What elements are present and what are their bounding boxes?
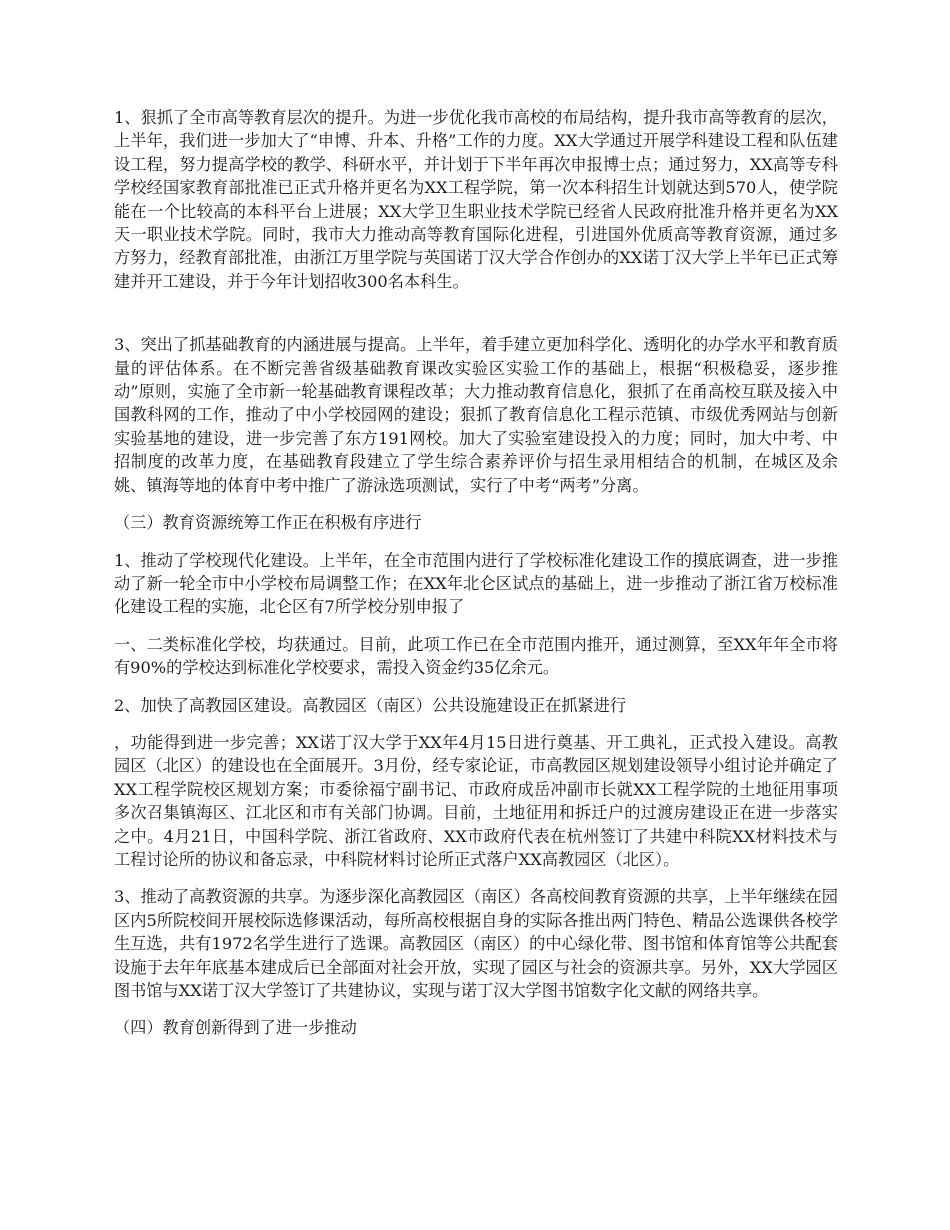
paragraph-campus-construction-intro: 2、加快了高教园区建设。高教园区（南区）公共设施建设正在抓紧进行 xyxy=(114,695,627,715)
paragraph-higher-education-level: 1、狠抓了全市高等教育层次的提升。为进一步优化我市高校的布局结构，提升我市高等教育的层次，上半年，我们进一步加大了“申博、升本、升格”工作的力度。XX大学通过开展学科建设工程和队伍建设工程，努力提高学校的教学、科研水平，并计划于下半年再次申报博士点；通过努力，XX高等专科学校经国家教育部批准已正式升格并更名为XX工程学院，第一次本科招生计划就达到570人，使学院能在一个比较高的本科平台上进展；XX大学卫生职业技术学院已经省人民政府批准升格并更名为XX天一职业技术学院。同时，我市大力推动高等教育国际化进程，引进国外优质高等教育资源，通过多方努力，经教育部批准，由浙江万里学院与英国诺丁汉大学合作创办的XX诺丁汉大学上半年已正式筹建并开工建设，并于今年计划招收300名本科生。 xyxy=(114,108,838,291)
paragraph-basic-education: 3、突出了抓基础教育的内涵进展与提高。上半年，着手建立更加科学化、透明化的办学水平和教育质量的评估体系。在不断完善省级基础教育课改实验区实验工作的基础上，根据“积极稳妥，逐步推动”原则，实施了全市新一轮基础教育课程改革；大力推动教育信息化，狠抓了在甬高校互联及接入中国教科网的工作，推动了中小学校园网的建设；狠抓了教育信息化工程示范镇、市级优秀网站与创新实验基地的建设，进一步完善了东方191网校。加大了实验室建设投入的力度；同时，加大中考、中招制度的改革力度，在基础教育段建立了学生综合素养评价与招生录用相结合的机制，在城区及余姚、镇海等地的体育中考中推广了游泳选项测试，实行了中考“两考”分离。 xyxy=(114,335,838,495)
section-heading-education-innovation: （四）教育创新得到了进一步推动 xyxy=(114,1018,357,1038)
document-body xyxy=(114,106,838,1054)
paragraph-standardized-schools: 一、二类标准化学校，均获通过。目前，此项工作已在全市范围内推开，通过测算，至XX年年全市将有90%的学校达到标准化学校要求，需投入资金约35亿余元。 xyxy=(114,634,838,678)
paragraph-campus-construction: ，功能得到进一步完善；XX诺丁汉大学于XX年4月15日进行奠基、开工典礼，正式投入建设。高教园区（北区）的建设也在全面展开。3月份，经专家论证，市高教园区规划建设领导小组讨论并确定了XX工程学院校区规划方案；市委徐福宁副书记、市政府成岳冲副市长就XX工程学院的土地征用事项多次召集镇海区、江北区和市有关部门协调。目前，土地征用和拆迁户的过渡房建设正在进一步落实之中。4月21日，中国科学院、浙江省政府、XX市政府代表在杭州签订了共建中科院XX材料技术与工程讨论所的协议和备忘录，中科院材料讨论所正式落户XX高教园区（北区）。 xyxy=(114,732,838,869)
section-heading-resource-coordination: （三）教育资源统筹工作正在积极有序进行 xyxy=(114,513,422,533)
paragraph-school-modernization: 1、推动了学校现代化建设。上半年，在全市范围内进行了学校标准化建设工作的摸底调查，进一步推动了新一轮全市中小学校布局调整工作；在XX年北仑区试点的基础上，进一步推动了浙江省万校标准化建设工程的实施，北仑区有7所学校分别申报了 xyxy=(114,550,838,617)
paragraph-resource-sharing: 3、推动了高教资源的共享。为逐步深化高教园区（南区）各高校间教育资源的共享，上半年继续在园区内5所院校间开展校际选修课活动，每所高校根据自身的实际各推出两门特色、精品公选课供各校学生互选，共有1972名学生进行了选课。高教园区（南区）的中心绿化带、图书馆和体育馆等公共配套设施于去年年底基本建成后已全部面对社会开放，实现了园区与社会的资源共享。另外，XX大学园区图书馆与XX诺丁汉大学签订了共建协议，实现与诺丁汉大学图书馆数字化文献的网络共享。 xyxy=(114,887,838,1000)
